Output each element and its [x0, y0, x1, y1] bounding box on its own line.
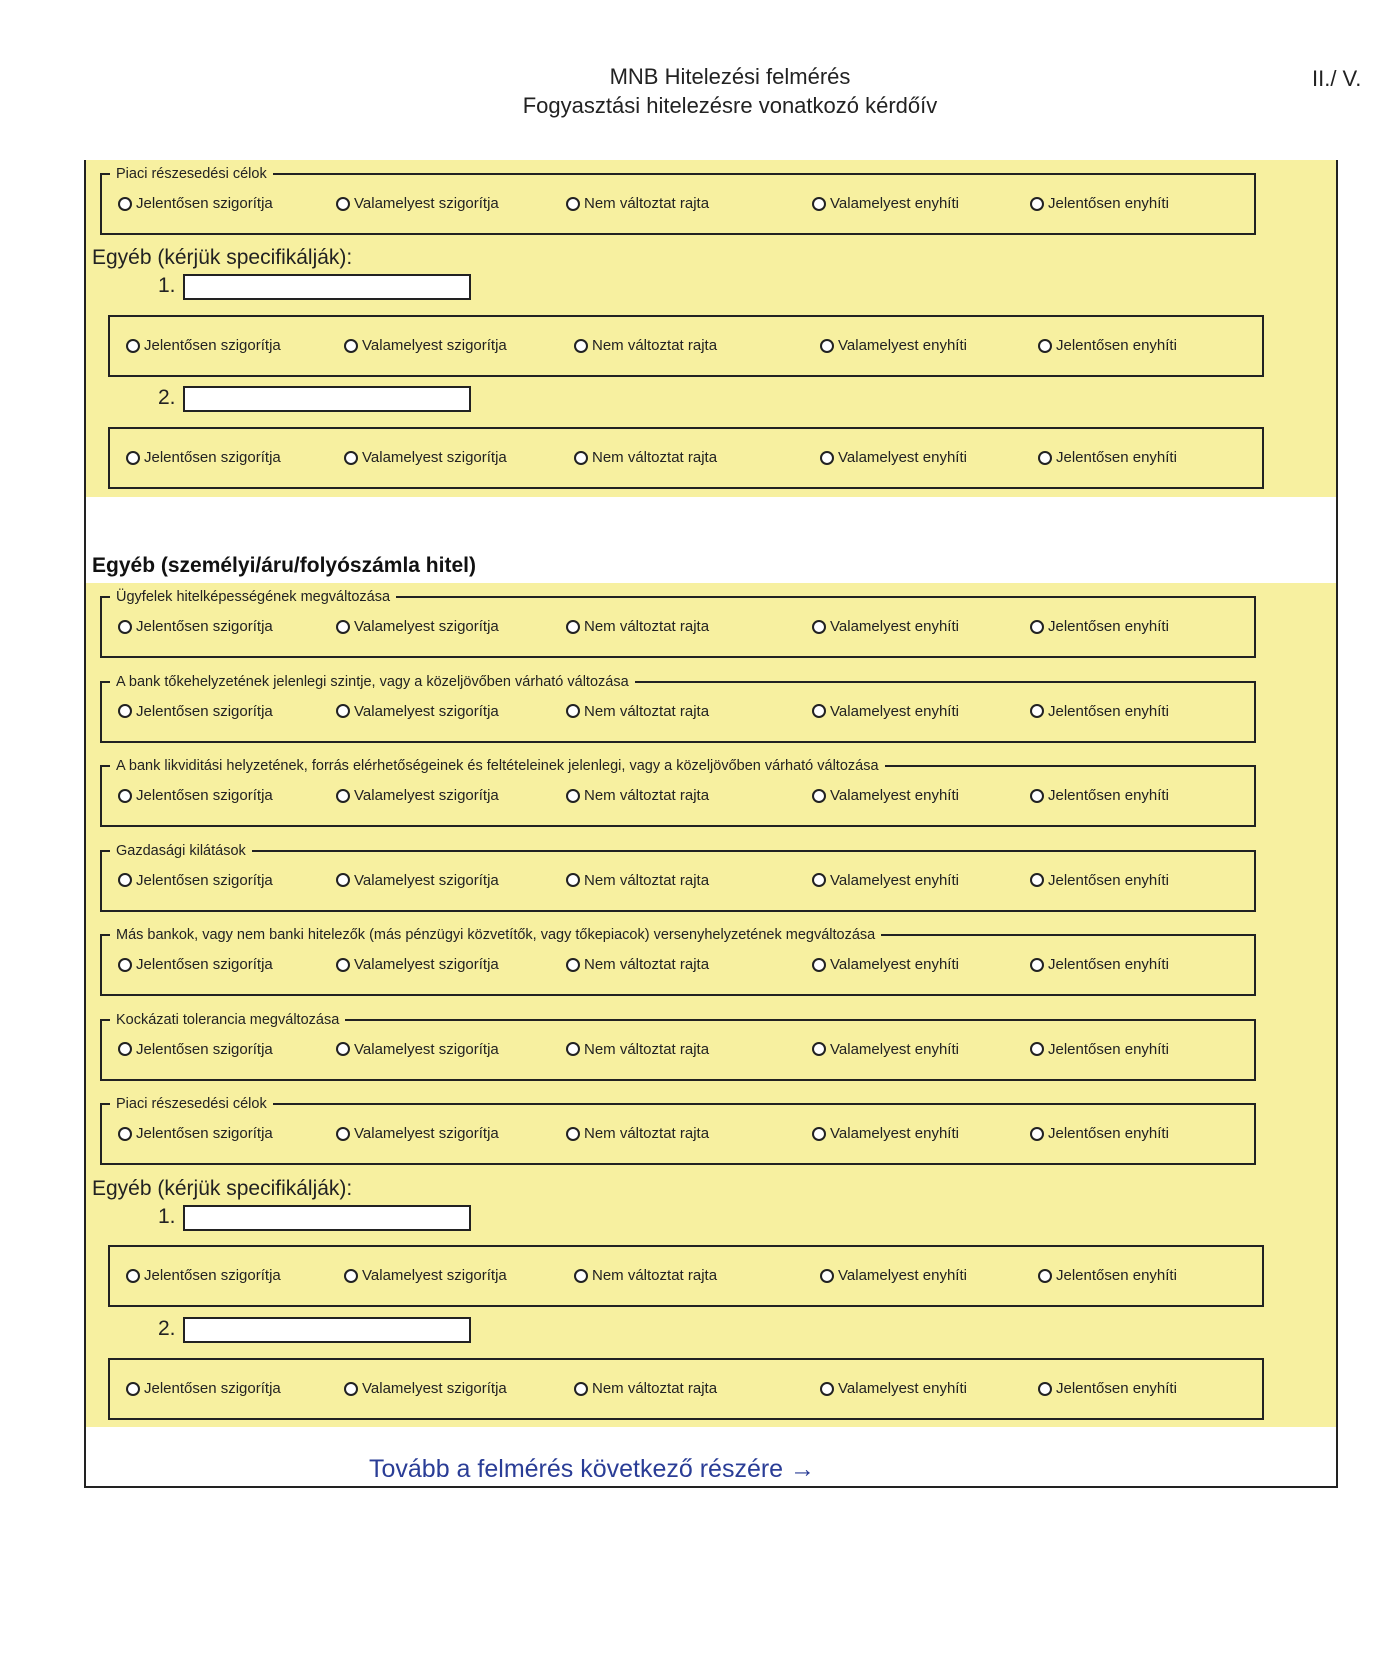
- radio-icon[interactable]: [1030, 620, 1044, 634]
- option-somewhat-ease[interactable]: Valamelyest enyhíti: [812, 1125, 959, 1142]
- option-somewhat-ease[interactable]: Valamelyest enyhíti: [812, 703, 959, 720]
- option-no-change[interactable]: Nem változtat rajta: [566, 1041, 709, 1058]
- other-item-1-input[interactable]: [183, 274, 471, 300]
- option-somewhat-ease[interactable]: Valamelyest enyhíti: [812, 872, 959, 889]
- radio-icon[interactable]: [566, 958, 580, 972]
- radio-icon[interactable]: [126, 1382, 140, 1396]
- radio-icon[interactable]: [566, 620, 580, 634]
- option-significantly-ease[interactable]: Jelentősen enyhíti: [1030, 1125, 1169, 1142]
- option-no-change[interactable]: Nem változtat rajta: [566, 703, 709, 720]
- radio-icon[interactable]: [336, 620, 350, 634]
- radio-icon[interactable]: [118, 958, 132, 972]
- option-significantly-tighten[interactable]: Jelentősen szigorítja: [126, 1267, 281, 1284]
- other-item-2-input[interactable]: [183, 1317, 471, 1343]
- option-significantly-ease[interactable]: Jelentősen enyhíti: [1030, 703, 1169, 720]
- radio-icon[interactable]: [126, 451, 140, 465]
- radio-icon[interactable]: [566, 1042, 580, 1056]
- group-other-1: [108, 315, 1264, 377]
- option-somewhat-ease[interactable]: Valamelyest enyhíti: [820, 1380, 967, 1397]
- option-no-change[interactable]: Nem változtat rajta: [574, 337, 717, 354]
- option-no-change[interactable]: Nem változtat rajta: [566, 787, 709, 804]
- survey-frame: [84, 160, 1338, 1488]
- factor-group: [100, 589, 1256, 658]
- other-heading: Egyéb (kérjük specifikálják):: [92, 246, 353, 269]
- radio-icon[interactable]: [344, 451, 358, 465]
- radio-icon[interactable]: [812, 958, 826, 972]
- section2-panel: [86, 583, 1336, 1427]
- survey-title: [0, 62, 1399, 120]
- radio-icon[interactable]: [118, 197, 132, 211]
- option-somewhat-ease[interactable]: Valamelyest enyhíti: [820, 449, 967, 466]
- radio-icon[interactable]: [1030, 1127, 1044, 1141]
- radio-icon[interactable]: [566, 873, 580, 887]
- option-somewhat-tighten[interactable]: Valamelyest szigorítja: [336, 787, 499, 804]
- radio-icon[interactable]: [566, 1127, 580, 1141]
- option-no-change[interactable]: Nem változtat rajta: [566, 956, 709, 973]
- radio-icon[interactable]: [118, 704, 132, 718]
- group-label: A bank likviditási helyzetének, forrás elérhetőségeinek és feltételeinek jelenlegi, vagy a közeljövőben várható változása: [110, 757, 885, 775]
- factor-group: [100, 842, 1256, 912]
- option-somewhat-ease[interactable]: Valamelyest enyhíti: [812, 787, 959, 804]
- option-significantly-tighten[interactable]: Jelentősen szigorítja: [126, 449, 281, 466]
- radio-icon[interactable]: [1038, 339, 1052, 353]
- option-significantly-ease[interactable]: Jelentősen enyhíti: [1038, 1380, 1177, 1397]
- survey-title-line2: Fogyasztási hitelezésre vonatkozó kérdőív: [522, 93, 938, 118]
- radio-icon[interactable]: [1030, 1042, 1044, 1056]
- option-significantly-tighten[interactable]: Jelentősen szigorítja: [118, 1125, 273, 1142]
- option-no-change[interactable]: Nem változtat rajta: [574, 1267, 717, 1284]
- option-somewhat-tighten[interactable]: Valamelyest szigorítja: [336, 195, 499, 212]
- radio-icon[interactable]: [336, 958, 350, 972]
- other-item-number: 1.: [158, 274, 176, 297]
- radio-icon[interactable]: [566, 704, 580, 718]
- next-section-link[interactable]: Tovább a felmérés következő részére →: [369, 1455, 816, 1483]
- radio-icon[interactable]: [566, 197, 580, 211]
- option-somewhat-tighten[interactable]: Valamelyest szigorítja: [336, 618, 499, 635]
- option-significantly-ease[interactable]: Jelentősen enyhíti: [1030, 956, 1169, 973]
- option-significantly-ease[interactable]: Jelentősen enyhíti: [1038, 337, 1177, 354]
- group-label: Piaci részesedési célok: [110, 1095, 273, 1113]
- section1-panel: [86, 160, 1336, 497]
- option-significantly-tighten[interactable]: Jelentősen szigorítja: [118, 618, 273, 635]
- radio-icon[interactable]: [820, 339, 834, 353]
- radio-icon[interactable]: [1038, 451, 1052, 465]
- radio-icon[interactable]: [336, 789, 350, 803]
- section2-heading: Egyéb (személyi/áru/folyószámla hitel): [92, 554, 476, 577]
- option-somewhat-ease[interactable]: Valamelyest enyhíti: [820, 337, 967, 354]
- radio-icon[interactable]: [812, 873, 826, 887]
- radio-icon[interactable]: [820, 1269, 834, 1283]
- radio-icon[interactable]: [812, 1127, 826, 1141]
- option-significantly-tighten[interactable]: Jelentősen szigorítja: [118, 195, 273, 212]
- other-item-number: 1.: [158, 1205, 176, 1228]
- radio-icon[interactable]: [126, 1269, 140, 1283]
- option-somewhat-tighten[interactable]: Valamelyest szigorítja: [344, 337, 507, 354]
- option-somewhat-tighten[interactable]: Valamelyest szigorítja: [344, 1267, 507, 1284]
- factor-group: [100, 758, 1256, 827]
- option-no-change[interactable]: Nem változtat rajta: [566, 618, 709, 635]
- option-somewhat-tighten[interactable]: Valamelyest szigorítja: [336, 1125, 499, 1142]
- option-somewhat-ease[interactable]: Valamelyest enyhíti: [812, 1041, 959, 1058]
- other-item-2-input[interactable]: [183, 386, 471, 412]
- option-somewhat-tighten[interactable]: Valamelyest szigorítja: [336, 956, 499, 973]
- group-other-2: [108, 427, 1264, 489]
- other-item-number: 2.: [158, 1317, 176, 1340]
- radio-icon[interactable]: [1030, 789, 1044, 803]
- option-significantly-tighten[interactable]: Jelentősen szigorítja: [118, 1041, 273, 1058]
- group-label: Ügyfelek hitelképességének megváltozása: [110, 588, 396, 606]
- radio-icon[interactable]: [574, 1269, 588, 1283]
- other-item-1-input[interactable]: [183, 1205, 471, 1231]
- other-item-number: 2.: [158, 386, 176, 409]
- radio-icon[interactable]: [118, 620, 132, 634]
- radio-icon[interactable]: [126, 339, 140, 353]
- option-somewhat-ease[interactable]: Valamelyest enyhíti: [812, 956, 959, 973]
- option-no-change[interactable]: Nem változtat rajta: [566, 1125, 709, 1142]
- radio-icon[interactable]: [812, 789, 826, 803]
- group-label: Más bankok, vagy nem banki hitelezők (más pénzügyi közvetítők, vagy tőkepiacok) versenyhelyzetének megváltozása: [110, 926, 881, 944]
- option-no-change[interactable]: Nem változtat rajta: [566, 872, 709, 889]
- option-somewhat-ease[interactable]: Valamelyest enyhíti: [812, 195, 959, 212]
- radio-icon[interactable]: [574, 451, 588, 465]
- radio-icon[interactable]: [574, 1382, 588, 1396]
- option-somewhat-tighten[interactable]: Valamelyest szigorítja: [336, 703, 499, 720]
- option-significantly-ease[interactable]: Jelentősen enyhíti: [1038, 449, 1177, 466]
- radio-icon[interactable]: [820, 451, 834, 465]
- factor-group: [100, 927, 1256, 996]
- option-significantly-ease[interactable]: Jelentősen enyhíti: [1030, 1041, 1169, 1058]
- radio-icon[interactable]: [118, 1042, 132, 1056]
- option-somewhat-ease[interactable]: Valamelyest enyhíti: [820, 1267, 967, 1284]
- option-somewhat-ease[interactable]: Valamelyest enyhíti: [812, 618, 959, 635]
- radio-icon[interactable]: [812, 197, 826, 211]
- radio-icon[interactable]: [336, 704, 350, 718]
- radio-icon[interactable]: [812, 704, 826, 718]
- radio-icon[interactable]: [812, 620, 826, 634]
- radio-icon[interactable]: [1038, 1382, 1052, 1396]
- radio-icon[interactable]: [344, 1382, 358, 1396]
- radio-icon[interactable]: [336, 873, 350, 887]
- radio-icon[interactable]: [336, 1127, 350, 1141]
- option-somewhat-tighten[interactable]: Valamelyest szigorítja: [344, 1380, 507, 1397]
- radio-icon[interactable]: [1030, 704, 1044, 718]
- group-label: Piaci részesedési célok: [110, 165, 273, 183]
- radio-icon[interactable]: [118, 873, 132, 887]
- radio-icon[interactable]: [118, 789, 132, 803]
- option-significantly-tighten[interactable]: Jelentősen szigorítja: [126, 1380, 281, 1397]
- radio-icon[interactable]: [820, 1382, 834, 1396]
- option-significantly-ease[interactable]: Jelentősen enyhíti: [1030, 872, 1169, 889]
- option-no-change[interactable]: Nem változtat rajta: [574, 1380, 717, 1397]
- group-other-2: [108, 1358, 1264, 1420]
- option-somewhat-tighten[interactable]: Valamelyest szigorítja: [344, 449, 507, 466]
- option-somewhat-tighten[interactable]: Valamelyest szigorítja: [336, 872, 499, 889]
- radio-icon[interactable]: [1030, 958, 1044, 972]
- radio-icon[interactable]: [812, 1042, 826, 1056]
- radio-icon[interactable]: [566, 789, 580, 803]
- radio-icon[interactable]: [574, 339, 588, 353]
- option-somewhat-tighten[interactable]: Valamelyest szigorítja: [336, 1041, 499, 1058]
- option-significantly-ease[interactable]: Jelentősen enyhíti: [1030, 195, 1169, 212]
- radio-icon[interactable]: [344, 1269, 358, 1283]
- option-significantly-ease[interactable]: Jelentősen enyhíti: [1038, 1267, 1177, 1284]
- option-significantly-ease[interactable]: Jelentősen enyhíti: [1030, 787, 1169, 804]
- option-no-change[interactable]: Nem változtat rajta: [574, 449, 717, 466]
- option-significantly-tighten[interactable]: Jelentősen szigorítja: [126, 337, 281, 354]
- other-heading: Egyéb (kérjük specifikálják):: [92, 1177, 353, 1200]
- group-other-1: [108, 1245, 1264, 1307]
- option-no-change[interactable]: Nem változtat rajta: [566, 195, 709, 212]
- option-significantly-ease[interactable]: Jelentősen enyhíti: [1030, 618, 1169, 635]
- radio-icon[interactable]: [344, 339, 358, 353]
- option-significantly-tighten[interactable]: Jelentősen szigorítja: [118, 787, 273, 804]
- group-label: Kockázati tolerancia megváltozása: [110, 1011, 345, 1029]
- radio-icon[interactable]: [1038, 1269, 1052, 1283]
- radio-icon[interactable]: [1030, 197, 1044, 211]
- radio-icon[interactable]: [1030, 873, 1044, 887]
- group-label: Gazdasági kilátások: [110, 842, 252, 860]
- factor-group: [100, 1096, 1256, 1165]
- option-significantly-tighten[interactable]: Jelentősen szigorítja: [118, 956, 273, 973]
- radio-icon[interactable]: [336, 197, 350, 211]
- survey-title-line1: MNB Hitelezési felmérés: [609, 64, 851, 89]
- option-significantly-tighten[interactable]: Jelentősen szigorítja: [118, 872, 273, 889]
- page-number: II./ V.: [1312, 66, 1362, 91]
- radio-icon[interactable]: [336, 1042, 350, 1056]
- factor-group: [100, 673, 1256, 743]
- option-significantly-tighten[interactable]: Jelentősen szigorítja: [118, 703, 273, 720]
- factor-group: [100, 1011, 1256, 1081]
- group-label: A bank tőkehelyzetének jelenlegi szintje, vagy a közeljövőben várható változása: [110, 673, 635, 691]
- group-market-share: [100, 166, 1256, 235]
- radio-icon[interactable]: [118, 1127, 132, 1141]
